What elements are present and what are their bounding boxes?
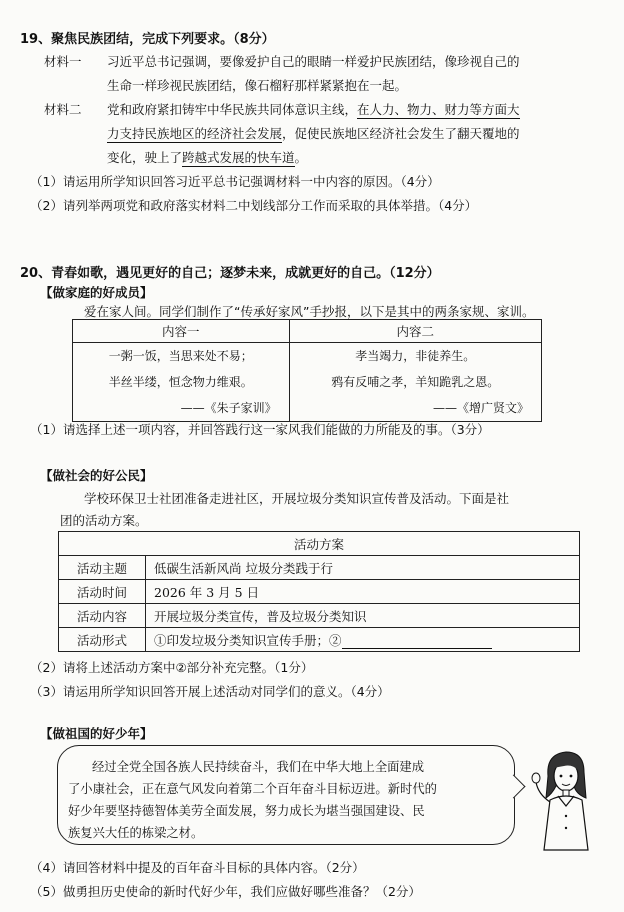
speech-bubble-text bbox=[68, 756, 498, 844]
table-cell-content1 bbox=[73, 343, 290, 422]
q19-sub2: （2）请列举两项党和政府落实材料二中划线部分工作而采取的具体举措。（4分） bbox=[30, 198, 478, 213]
section-citizen-intro-line1: 学校环保卫士社团准备走进社区，开展垃圾分类知识宣传普及活动。下面是社 bbox=[84, 491, 510, 506]
plan-value-form-cell bbox=[146, 628, 580, 652]
q20-sub2: （2）请将上述活动方案中②部分补充完整。（1分） bbox=[30, 660, 314, 675]
q19-material2-line3 bbox=[107, 148, 307, 166]
q19-sub1: （1）请运用所学知识回答习近平总书记强调材料一中内容的原因。（4分） bbox=[30, 174, 440, 189]
bubble-line4: 族复兴大任的栋梁之材。 bbox=[68, 826, 204, 840]
q20-sub1: （1）请选择上述一项内容，并回答践行这一家风我们能做的力所能及的事。（3分） bbox=[30, 422, 490, 437]
plan-value-time: 2026 年 3 月 5 日 bbox=[146, 580, 580, 604]
section-family-intro: 爱在家人间。同学们制作了“传承好家风”手抄报，以下是其中的两条家规、家训。 bbox=[84, 304, 535, 319]
content2-line2: 鸦有反哺之孝，羊知跪乳之恩。 bbox=[331, 375, 500, 389]
family-rules-table bbox=[72, 319, 542, 422]
content1-line1: 一粥一饭，当思来处不易； bbox=[108, 349, 253, 363]
q19-material2-label: 材料二 bbox=[44, 102, 82, 117]
q19-m2-underline-2: 力支持民族地区的经济社会发展 bbox=[107, 126, 283, 141]
content1-source: ——《朱子家训》 bbox=[180, 401, 277, 415]
q20-sub4: （4）请回答材料中提及的百年奋斗目标的具体内容。（2分） bbox=[30, 860, 365, 875]
q19-material1-label: 材料一 bbox=[44, 54, 82, 69]
section-citizen-title: 【做社会的好公民】 bbox=[40, 468, 153, 483]
plan-value-form: ①印发垃圾分类知识宣传手册；② bbox=[154, 632, 342, 648]
bubble-line2: 了小康社会，正在意气风发向着第二个百年奋斗目标迈进。新时代的 bbox=[68, 782, 437, 796]
bubble-line1: 经过全党全国各族人民持续奋斗，我们在中华大地上全面建成 bbox=[92, 760, 425, 774]
plan-label-form: 活动形式 bbox=[59, 628, 146, 652]
q19-m2-underline-3: 跨越式发展的快车道 bbox=[182, 150, 295, 165]
content1-line2: 半丝半缕，恒念物力维艰。 bbox=[108, 375, 253, 389]
q19-m2-line2-b: ，促使民族地区经济社会发生了翻天覆地的 bbox=[282, 126, 520, 141]
table-header-content2: 内容二 bbox=[289, 320, 541, 343]
q19-m2-line3-a: 变化，驶上了 bbox=[107, 150, 183, 165]
table-cell-content2 bbox=[289, 343, 541, 422]
plan-value-theme: 低碳生活新风尚 垃圾分类践于行 bbox=[146, 556, 580, 580]
plan-label-theme: 活动主题 bbox=[59, 556, 146, 580]
activity-plan-table bbox=[58, 531, 580, 652]
table-header-content1: 内容一 bbox=[73, 320, 290, 343]
q20-header: 20、青春如歌，遇见更好的自己；逐梦未来，成就更好的自己。（12分） bbox=[20, 266, 440, 281]
content2-source: ——《增广贤文》 bbox=[432, 401, 529, 415]
q19-header: 19、聚焦民族团结，完成下列要求。（8分） bbox=[20, 32, 275, 47]
answer-blank-line bbox=[342, 636, 492, 649]
plan-title: 活动方案 bbox=[59, 532, 580, 556]
q19-material1-line1: 习近平总书记强调，要像爱护自己的眼睛一样爱护民族团结，像珍视自己的 bbox=[107, 54, 520, 69]
section-youth-title: 【做祖国的好少年】 bbox=[40, 726, 153, 741]
bubble-line3: 好少年要坚持德智体美劳全面发展，努力成长为堪当强国建设、民 bbox=[68, 804, 425, 818]
girl-student-illustration bbox=[526, 746, 606, 854]
plan-label-time: 活动时间 bbox=[59, 580, 146, 604]
q19-material2-line2 bbox=[107, 124, 520, 142]
q19-material1-line2: 生命一样珍视民族团结，像石榴籽那样紧紧抱在一起。 bbox=[107, 78, 408, 93]
q19-m2-line3-c: 。 bbox=[294, 150, 308, 165]
content2-line1: 孝当竭力，非徒养生。 bbox=[355, 349, 476, 363]
q20-sub5: （5）做勇担历史使命的新时代好少年，我们应做好哪些准备？（2分） bbox=[30, 884, 421, 899]
q19-m2-underline-1: 在人力、物力、财力等方面大 bbox=[357, 102, 520, 117]
plan-label-content: 活动内容 bbox=[59, 604, 146, 628]
q20-sub3: （3）请运用所学知识回答开展上述活动对同学们的意义。（4分） bbox=[30, 684, 390, 699]
plan-value-content: 开展垃圾分类宣传，普及垃圾分类知识 bbox=[146, 604, 580, 628]
section-citizen-intro-line2: 团的活动方案。 bbox=[60, 513, 148, 528]
section-family-title: 【做家庭的好成员】 bbox=[40, 285, 153, 300]
q19-m2-line1-a: 党和政府紧扣铸牢中华民族共同体意识主线， bbox=[107, 102, 358, 117]
q19-material2-line1 bbox=[107, 100, 520, 118]
